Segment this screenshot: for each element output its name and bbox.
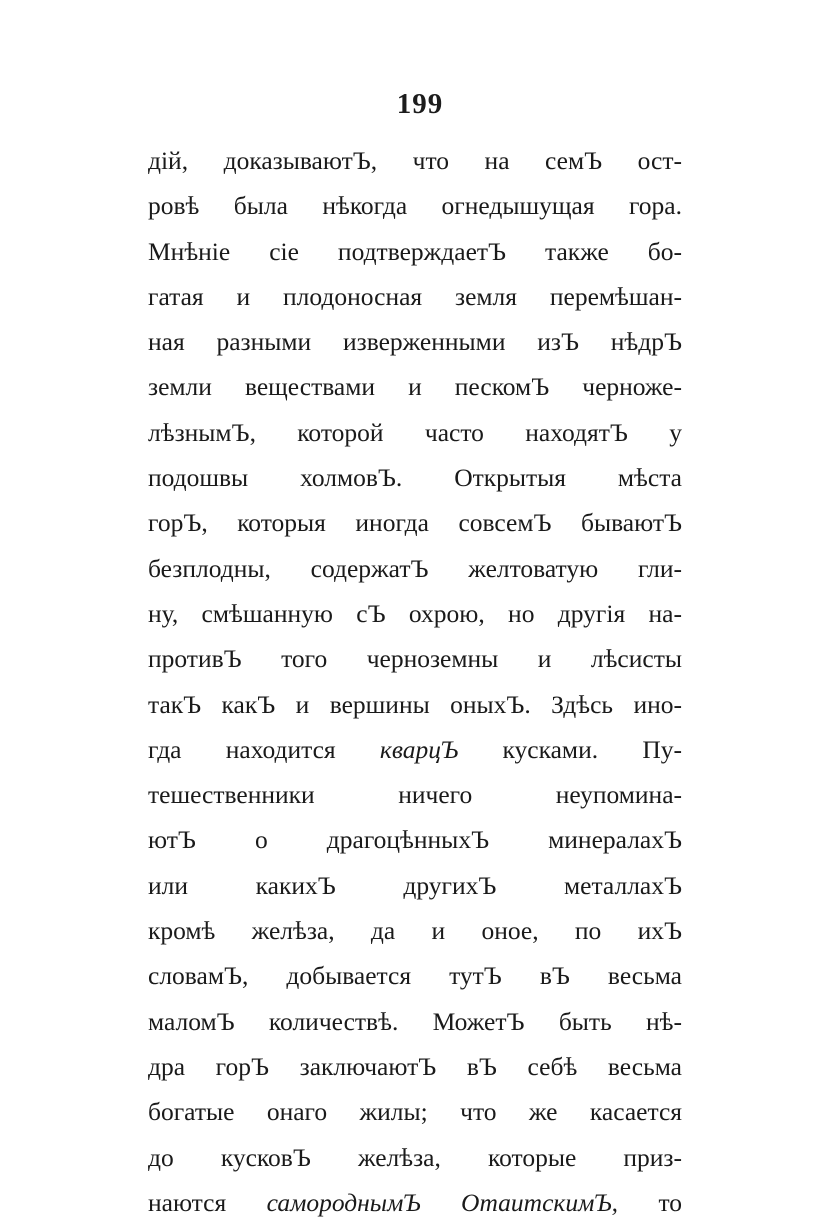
body-text: [148, 138, 682, 1225]
text-line: ровѣ была нѣкогда огнедышущая гора.: [148, 191, 682, 221]
text-line: подошвы холмовЪ. Открытыя мѣста: [148, 463, 682, 493]
text-line: ная разными изверженными изЪ нѣдрЪ: [148, 327, 682, 357]
text-line: горЪ, которыя иногда совсемЪ бываютЪ: [148, 508, 682, 538]
line-segment: то: [658, 1187, 683, 1217]
text-line: словамЪ, добывается тутЪ вЪ весьма: [148, 961, 682, 991]
text-line: противЪ того черноземны и лѣсисты: [148, 644, 682, 674]
line-segment: наются: [148, 1187, 227, 1217]
text-line: или какихЪ другихЪ металлахЪ: [148, 870, 682, 900]
line-segment: кусками. Пу-: [502, 734, 683, 764]
text-line: [148, 727, 682, 772]
text-line: кромѣ желѣза, да и оное, по ихЪ: [148, 916, 682, 946]
text-line: [148, 1180, 682, 1225]
page-number: 199: [396, 88, 444, 120]
text-line: земли веществами и пескомЪ черноже-: [148, 372, 682, 402]
text-line: тешественники ничего неупомина-: [148, 780, 682, 810]
text-line: такЪ какЪ и вершины оныхЪ. Здѣсь ино-: [148, 689, 682, 719]
text-line: ютЪ о драгоцѣнныхЪ минералахЪ: [148, 825, 682, 855]
text-line: лѣзнымЪ, которой часто находятЪ у: [148, 417, 682, 447]
text-line: дій, доказываютЪ, что на семЪ ост-: [148, 146, 682, 175]
text-line: до кусковЪ желѣза, которые приз-: [148, 1142, 682, 1172]
text-line: богатые онаго жилы; что же касается: [148, 1097, 682, 1127]
line-segment: гда находится: [148, 734, 336, 764]
text-line: гатая и плодоносная земля перемѣшан-: [148, 281, 682, 311]
italic-term: самороднымЪ ОтаитскимЪ,: [266, 1187, 618, 1217]
text-line: безплодны, содержатЪ желтоватую гли-: [148, 553, 682, 583]
text-line: дра горЪ заключаютЪ вЪ себѣ весьма: [148, 1051, 682, 1081]
text-line: маломЪ количествѣ. МожетЪ быть нѣ-: [148, 1006, 682, 1036]
text-line: Мнѣніе сіе подтверждаетЪ также бо-: [148, 236, 682, 266]
italic-term: кварцЪ: [379, 734, 459, 764]
text-line: ну, смѣшанную сЪ охрою, но другія на-: [148, 598, 682, 628]
